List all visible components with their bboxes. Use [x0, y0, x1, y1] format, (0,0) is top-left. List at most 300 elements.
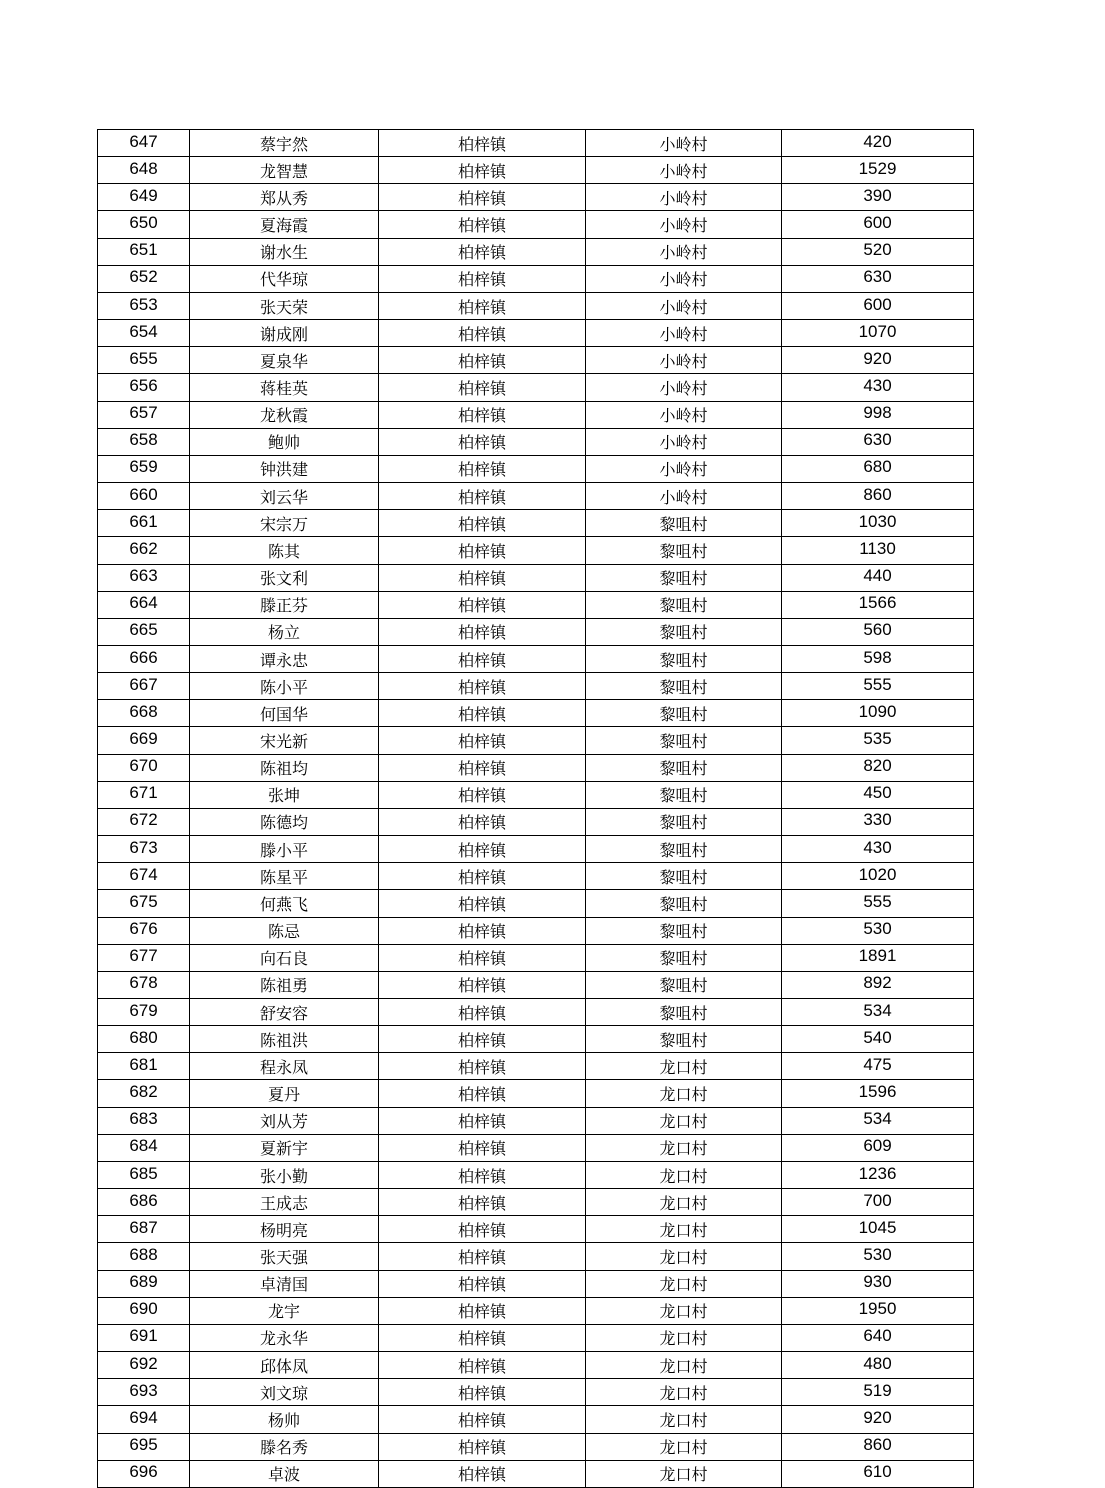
row-number-cell: 694 — [98, 1406, 190, 1433]
table-row — [98, 1080, 974, 1107]
town-cell: 柏梓镇 — [379, 537, 586, 564]
name-cell: 邱体凤 — [190, 1352, 379, 1379]
village-cell: 龙口村 — [586, 1053, 782, 1080]
table-row — [98, 1297, 974, 1324]
town-cell: 柏梓镇 — [379, 374, 586, 401]
row-number-cell: 688 — [98, 1243, 190, 1270]
row-number-cell: 691 — [98, 1324, 190, 1351]
village-cell: 小岭村 — [586, 130, 782, 157]
village-cell: 小岭村 — [586, 184, 782, 211]
town-cell: 柏梓镇 — [379, 1406, 586, 1433]
name-cell: 卓清国 — [190, 1270, 379, 1297]
town-cell: 柏梓镇 — [379, 1189, 586, 1216]
row-number-cell: 653 — [98, 292, 190, 319]
row-number-cell: 656 — [98, 374, 190, 401]
amount-cell: 1090 — [782, 700, 974, 727]
town-cell: 柏梓镇 — [379, 184, 586, 211]
amount-cell: 630 — [782, 428, 974, 455]
name-cell: 夏海霞 — [190, 211, 379, 238]
village-cell: 黎咀村 — [586, 917, 782, 944]
town-cell: 柏梓镇 — [379, 890, 586, 917]
name-cell: 郑从秀 — [190, 184, 379, 211]
amount-cell: 540 — [782, 1026, 974, 1053]
amount-cell: 1529 — [782, 157, 974, 184]
name-cell: 张小勤 — [190, 1161, 379, 1188]
amount-cell: 640 — [782, 1324, 974, 1351]
village-cell: 龙口村 — [586, 1107, 782, 1134]
village-cell: 小岭村 — [586, 292, 782, 319]
village-cell: 龙口村 — [586, 1324, 782, 1351]
town-cell: 柏梓镇 — [379, 238, 586, 265]
name-cell: 刘文琼 — [190, 1379, 379, 1406]
amount-cell: 1891 — [782, 944, 974, 971]
row-number-cell: 689 — [98, 1270, 190, 1297]
village-cell: 黎咀村 — [586, 808, 782, 835]
village-cell: 龙口村 — [586, 1270, 782, 1297]
village-cell: 龙口村 — [586, 1134, 782, 1161]
amount-cell: 598 — [782, 645, 974, 672]
name-cell: 龙永华 — [190, 1324, 379, 1351]
table-row — [98, 374, 974, 401]
row-number-cell: 687 — [98, 1216, 190, 1243]
town-cell: 柏梓镇 — [379, 455, 586, 482]
table-row — [98, 591, 974, 618]
village-cell: 黎咀村 — [586, 971, 782, 998]
table-row — [98, 157, 974, 184]
village-cell: 龙口村 — [586, 1161, 782, 1188]
village-cell: 小岭村 — [586, 238, 782, 265]
village-cell: 黎咀村 — [586, 863, 782, 890]
amount-cell: 534 — [782, 999, 974, 1026]
name-cell: 鲍帅 — [190, 428, 379, 455]
amount-cell: 1596 — [782, 1080, 974, 1107]
amount-cell: 534 — [782, 1107, 974, 1134]
table-row — [98, 1189, 974, 1216]
name-cell: 谭永忠 — [190, 645, 379, 672]
row-number-cell: 666 — [98, 645, 190, 672]
town-cell: 柏梓镇 — [379, 944, 586, 971]
town-cell: 柏梓镇 — [379, 917, 586, 944]
amount-cell: 480 — [782, 1352, 974, 1379]
village-cell: 黎咀村 — [586, 537, 782, 564]
amount-cell: 860 — [782, 483, 974, 510]
name-cell: 龙智慧 — [190, 157, 379, 184]
amount-cell: 430 — [782, 374, 974, 401]
village-cell: 黎咀村 — [586, 618, 782, 645]
table-row — [98, 890, 974, 917]
town-cell: 柏梓镇 — [379, 1107, 586, 1134]
name-cell: 陈祖勇 — [190, 971, 379, 998]
amount-cell: 930 — [782, 1270, 974, 1297]
amount-cell: 475 — [782, 1053, 974, 1080]
town-cell: 柏梓镇 — [379, 1161, 586, 1188]
town-cell: 柏梓镇 — [379, 157, 586, 184]
row-number-cell: 651 — [98, 238, 190, 265]
data-table — [97, 129, 974, 1488]
table-row — [98, 292, 974, 319]
name-cell: 谢成刚 — [190, 320, 379, 347]
village-cell: 龙口村 — [586, 1243, 782, 1270]
amount-cell: 530 — [782, 1243, 974, 1270]
town-cell: 柏梓镇 — [379, 211, 586, 238]
table-row — [98, 727, 974, 754]
table-row — [98, 1053, 974, 1080]
village-cell: 小岭村 — [586, 374, 782, 401]
town-cell: 柏梓镇 — [379, 1270, 586, 1297]
row-number-cell: 661 — [98, 510, 190, 537]
village-cell: 黎咀村 — [586, 1026, 782, 1053]
table-row — [98, 564, 974, 591]
row-number-cell: 658 — [98, 428, 190, 455]
table-row — [98, 944, 974, 971]
village-cell: 小岭村 — [586, 483, 782, 510]
town-cell: 柏梓镇 — [379, 808, 586, 835]
town-cell: 柏梓镇 — [379, 564, 586, 591]
row-number-cell: 669 — [98, 727, 190, 754]
table-row — [98, 1161, 974, 1188]
town-cell: 柏梓镇 — [379, 1216, 586, 1243]
row-number-cell: 648 — [98, 157, 190, 184]
name-cell: 宋宗万 — [190, 510, 379, 537]
town-cell: 柏梓镇 — [379, 510, 586, 537]
town-cell: 柏梓镇 — [379, 999, 586, 1026]
amount-cell: 530 — [782, 917, 974, 944]
row-number-cell: 678 — [98, 971, 190, 998]
village-cell: 黎咀村 — [586, 645, 782, 672]
amount-cell: 998 — [782, 401, 974, 428]
table-row — [98, 1352, 974, 1379]
row-number-cell: 679 — [98, 999, 190, 1026]
village-cell: 龙口村 — [586, 1460, 782, 1487]
row-number-cell: 683 — [98, 1107, 190, 1134]
village-cell: 龙口村 — [586, 1297, 782, 1324]
table-row — [98, 836, 974, 863]
table-row — [98, 618, 974, 645]
amount-cell: 920 — [782, 347, 974, 374]
village-cell: 黎咀村 — [586, 781, 782, 808]
name-cell: 陈祖均 — [190, 754, 379, 781]
table-row — [98, 917, 974, 944]
town-cell: 柏梓镇 — [379, 1460, 586, 1487]
village-cell: 小岭村 — [586, 157, 782, 184]
town-cell: 柏梓镇 — [379, 1297, 586, 1324]
village-cell: 黎咀村 — [586, 727, 782, 754]
name-cell: 蒋桂英 — [190, 374, 379, 401]
amount-cell: 440 — [782, 564, 974, 591]
name-cell: 夏丹 — [190, 1080, 379, 1107]
village-cell: 小岭村 — [586, 428, 782, 455]
town-cell: 柏梓镇 — [379, 863, 586, 890]
table-row — [98, 510, 974, 537]
name-cell: 何燕飞 — [190, 890, 379, 917]
name-cell: 张天强 — [190, 1243, 379, 1270]
amount-cell: 1236 — [782, 1161, 974, 1188]
amount-cell: 680 — [782, 455, 974, 482]
table-row — [98, 265, 974, 292]
amount-cell: 390 — [782, 184, 974, 211]
name-cell: 夏新宇 — [190, 1134, 379, 1161]
name-cell: 刘从芳 — [190, 1107, 379, 1134]
name-cell: 滕小平 — [190, 836, 379, 863]
amount-cell: 700 — [782, 1189, 974, 1216]
table-row — [98, 645, 974, 672]
village-cell: 小岭村 — [586, 455, 782, 482]
name-cell: 代华琼 — [190, 265, 379, 292]
town-cell: 柏梓镇 — [379, 618, 586, 645]
row-number-cell: 676 — [98, 917, 190, 944]
name-cell: 夏泉华 — [190, 347, 379, 374]
amount-cell: 555 — [782, 890, 974, 917]
row-number-cell: 673 — [98, 836, 190, 863]
village-cell: 黎咀村 — [586, 700, 782, 727]
name-cell: 陈星平 — [190, 863, 379, 890]
row-number-cell: 682 — [98, 1080, 190, 1107]
town-cell: 柏梓镇 — [379, 320, 586, 347]
amount-cell: 1020 — [782, 863, 974, 890]
town-cell: 柏梓镇 — [379, 265, 586, 292]
row-number-cell: 675 — [98, 890, 190, 917]
village-cell: 龙口村 — [586, 1406, 782, 1433]
name-cell: 钟洪建 — [190, 455, 379, 482]
name-cell: 向石良 — [190, 944, 379, 971]
row-number-cell: 650 — [98, 211, 190, 238]
village-cell: 黎咀村 — [586, 673, 782, 700]
amount-cell: 860 — [782, 1433, 974, 1460]
name-cell: 龙宇 — [190, 1297, 379, 1324]
table-body — [98, 130, 974, 1488]
name-cell: 陈忌 — [190, 917, 379, 944]
name-cell: 杨明亮 — [190, 1216, 379, 1243]
row-number-cell: 693 — [98, 1379, 190, 1406]
table-row — [98, 1379, 974, 1406]
row-number-cell: 649 — [98, 184, 190, 211]
name-cell: 张文利 — [190, 564, 379, 591]
amount-cell: 820 — [782, 754, 974, 781]
table-row — [98, 1026, 974, 1053]
town-cell: 柏梓镇 — [379, 483, 586, 510]
row-number-cell: 670 — [98, 754, 190, 781]
row-number-cell: 663 — [98, 564, 190, 591]
amount-cell: 520 — [782, 238, 974, 265]
table-row — [98, 1134, 974, 1161]
table-row — [98, 320, 974, 347]
town-cell: 柏梓镇 — [379, 971, 586, 998]
town-cell: 柏梓镇 — [379, 1053, 586, 1080]
row-number-cell: 672 — [98, 808, 190, 835]
row-number-cell: 686 — [98, 1189, 190, 1216]
row-number-cell: 655 — [98, 347, 190, 374]
amount-cell: 600 — [782, 292, 974, 319]
name-cell: 龙秋霞 — [190, 401, 379, 428]
name-cell: 何国华 — [190, 700, 379, 727]
table-row — [98, 1460, 974, 1487]
town-cell: 柏梓镇 — [379, 130, 586, 157]
row-number-cell: 665 — [98, 618, 190, 645]
name-cell: 陈祖洪 — [190, 1026, 379, 1053]
table-row — [98, 184, 974, 211]
amount-cell: 630 — [782, 265, 974, 292]
row-number-cell: 660 — [98, 483, 190, 510]
row-number-cell: 696 — [98, 1460, 190, 1487]
name-cell: 谢水生 — [190, 238, 379, 265]
table-row — [98, 673, 974, 700]
amount-cell: 330 — [782, 808, 974, 835]
town-cell: 柏梓镇 — [379, 401, 586, 428]
village-cell: 小岭村 — [586, 347, 782, 374]
row-number-cell: 680 — [98, 1026, 190, 1053]
table-row — [98, 455, 974, 482]
village-cell: 黎咀村 — [586, 591, 782, 618]
table-row — [98, 700, 974, 727]
table-row — [98, 1107, 974, 1134]
table-row — [98, 1324, 974, 1351]
amount-cell: 609 — [782, 1134, 974, 1161]
name-cell: 陈德均 — [190, 808, 379, 835]
town-cell: 柏梓镇 — [379, 700, 586, 727]
name-cell: 陈其 — [190, 537, 379, 564]
town-cell: 柏梓镇 — [379, 1026, 586, 1053]
amount-cell: 420 — [782, 130, 974, 157]
table-row — [98, 537, 974, 564]
village-cell: 龙口村 — [586, 1189, 782, 1216]
name-cell: 杨立 — [190, 618, 379, 645]
table-row — [98, 428, 974, 455]
row-number-cell: 664 — [98, 591, 190, 618]
village-cell: 黎咀村 — [586, 510, 782, 537]
table-row — [98, 347, 974, 374]
amount-cell: 1950 — [782, 1297, 974, 1324]
town-cell: 柏梓镇 — [379, 1352, 586, 1379]
amount-cell: 535 — [782, 727, 974, 754]
town-cell: 柏梓镇 — [379, 292, 586, 319]
row-number-cell: 684 — [98, 1134, 190, 1161]
table-row — [98, 971, 974, 998]
town-cell: 柏梓镇 — [379, 836, 586, 863]
table-row — [98, 211, 974, 238]
amount-cell: 1045 — [782, 1216, 974, 1243]
name-cell: 杨帅 — [190, 1406, 379, 1433]
amount-cell: 1070 — [782, 320, 974, 347]
table-row — [98, 808, 974, 835]
row-number-cell: 659 — [98, 455, 190, 482]
amount-cell: 560 — [782, 618, 974, 645]
village-cell: 龙口村 — [586, 1216, 782, 1243]
table-row — [98, 483, 974, 510]
town-cell: 柏梓镇 — [379, 673, 586, 700]
row-number-cell: 671 — [98, 781, 190, 808]
table-row — [98, 1270, 974, 1297]
town-cell: 柏梓镇 — [379, 428, 586, 455]
amount-cell: 610 — [782, 1460, 974, 1487]
name-cell: 程永凤 — [190, 1053, 379, 1080]
amount-cell: 450 — [782, 781, 974, 808]
town-cell: 柏梓镇 — [379, 591, 586, 618]
village-cell: 小岭村 — [586, 265, 782, 292]
town-cell: 柏梓镇 — [379, 754, 586, 781]
amount-cell: 430 — [782, 836, 974, 863]
town-cell: 柏梓镇 — [379, 645, 586, 672]
table-row — [98, 781, 974, 808]
name-cell: 张坤 — [190, 781, 379, 808]
town-cell: 柏梓镇 — [379, 1324, 586, 1351]
table-row — [98, 754, 974, 781]
town-cell: 柏梓镇 — [379, 1243, 586, 1270]
name-cell: 宋光新 — [190, 727, 379, 754]
row-number-cell: 674 — [98, 863, 190, 890]
name-cell: 刘云华 — [190, 483, 379, 510]
village-cell: 龙口村 — [586, 1433, 782, 1460]
table-row — [98, 238, 974, 265]
village-cell: 黎咀村 — [586, 890, 782, 917]
amount-cell: 892 — [782, 971, 974, 998]
village-cell: 龙口村 — [586, 1080, 782, 1107]
row-number-cell: 647 — [98, 130, 190, 157]
table-row — [98, 1216, 974, 1243]
town-cell: 柏梓镇 — [379, 347, 586, 374]
row-number-cell: 657 — [98, 401, 190, 428]
table-row — [98, 401, 974, 428]
town-cell: 柏梓镇 — [379, 727, 586, 754]
table-row — [98, 130, 974, 157]
row-number-cell: 652 — [98, 265, 190, 292]
town-cell: 柏梓镇 — [379, 1134, 586, 1161]
amount-cell: 519 — [782, 1379, 974, 1406]
row-number-cell: 692 — [98, 1352, 190, 1379]
village-cell: 小岭村 — [586, 211, 782, 238]
amount-cell: 1030 — [782, 510, 974, 537]
village-cell: 龙口村 — [586, 1379, 782, 1406]
table-row — [98, 999, 974, 1026]
village-cell: 黎咀村 — [586, 999, 782, 1026]
village-cell: 黎咀村 — [586, 754, 782, 781]
village-cell: 黎咀村 — [586, 944, 782, 971]
row-number-cell: 695 — [98, 1433, 190, 1460]
town-cell: 柏梓镇 — [379, 781, 586, 808]
amount-cell: 600 — [782, 211, 974, 238]
amount-cell: 920 — [782, 1406, 974, 1433]
amount-cell: 1130 — [782, 537, 974, 564]
village-cell: 小岭村 — [586, 401, 782, 428]
name-cell: 蔡宇然 — [190, 130, 379, 157]
name-cell: 舒安容 — [190, 999, 379, 1026]
amount-cell: 1566 — [782, 591, 974, 618]
town-cell: 柏梓镇 — [379, 1080, 586, 1107]
village-cell: 黎咀村 — [586, 836, 782, 863]
row-number-cell: 667 — [98, 673, 190, 700]
row-number-cell: 654 — [98, 320, 190, 347]
table-row — [98, 1243, 974, 1270]
table-row — [98, 1433, 974, 1460]
name-cell: 陈小平 — [190, 673, 379, 700]
row-number-cell: 681 — [98, 1053, 190, 1080]
village-cell: 黎咀村 — [586, 564, 782, 591]
village-cell: 小岭村 — [586, 320, 782, 347]
row-number-cell: 690 — [98, 1297, 190, 1324]
name-cell: 卓波 — [190, 1460, 379, 1487]
name-cell: 王成志 — [190, 1189, 379, 1216]
town-cell: 柏梓镇 — [379, 1379, 586, 1406]
table-row — [98, 863, 974, 890]
name-cell: 张天荣 — [190, 292, 379, 319]
village-cell: 龙口村 — [586, 1352, 782, 1379]
row-number-cell: 685 — [98, 1161, 190, 1188]
name-cell: 滕正芬 — [190, 591, 379, 618]
row-number-cell: 662 — [98, 537, 190, 564]
row-number-cell: 668 — [98, 700, 190, 727]
row-number-cell: 677 — [98, 944, 190, 971]
amount-cell: 555 — [782, 673, 974, 700]
name-cell: 滕名秀 — [190, 1433, 379, 1460]
